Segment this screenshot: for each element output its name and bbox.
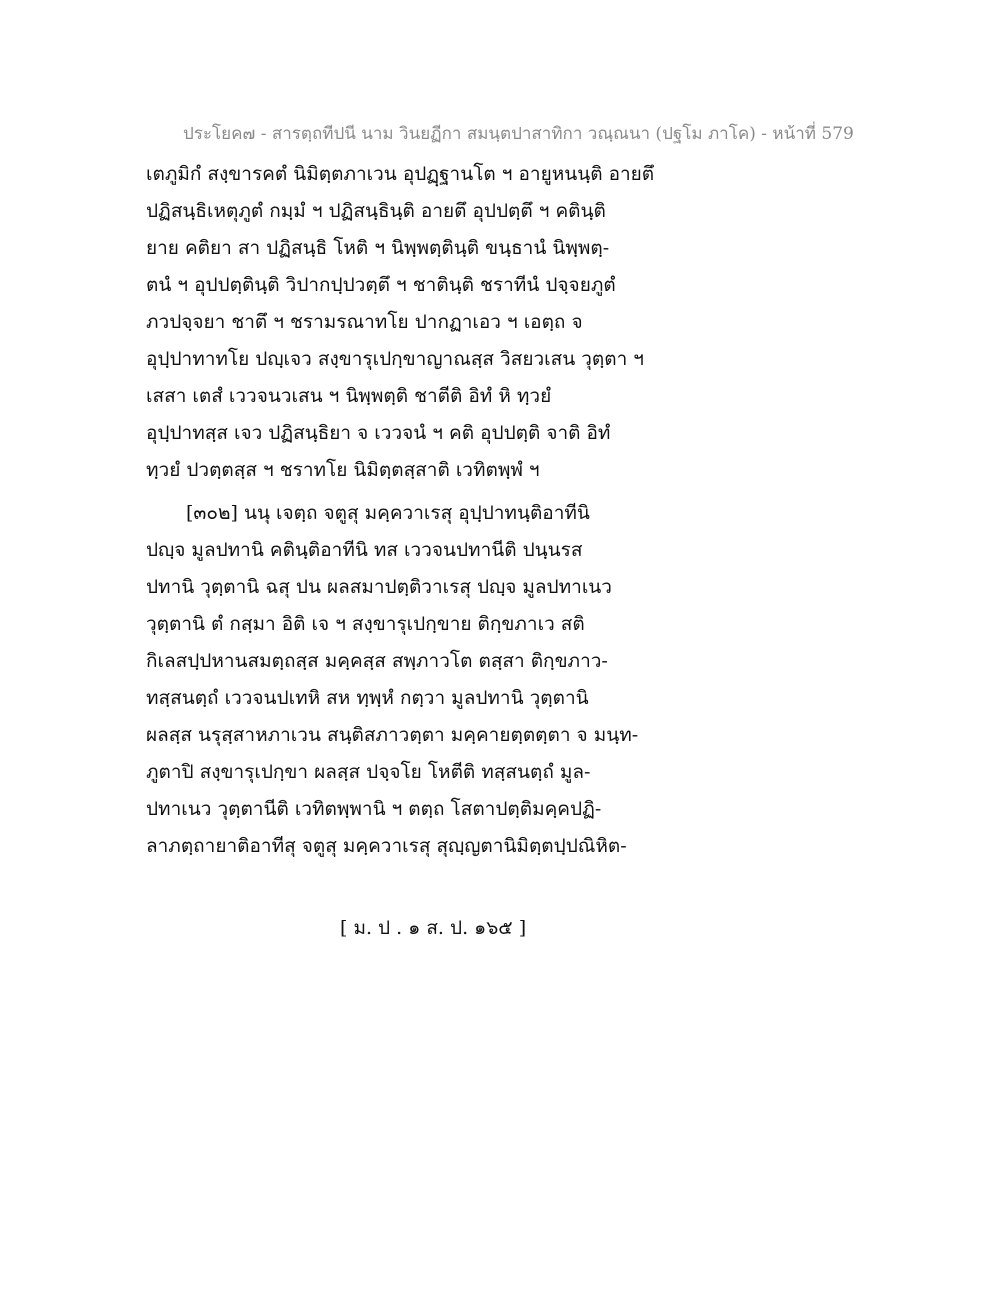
- text-line: ลาภตฺถายาติอาทีสุ จตูสุ มคฺควาเรสุ สุญฺญตานิมิตฺตปฺปณิหิต-: [146, 835, 627, 857]
- text-line: ผลสฺส นรุสฺสาหภาเวน สนฺติสภาวตฺตา มคฺคายตฺตตฺตา จ มนฺท-: [146, 724, 639, 746]
- text-line: อุปฺปาทาทโย ปญฺเจว สงฺขารุเปกฺขาญาณสฺส วิสยวเสน วุตฺตา ฯ: [146, 348, 644, 370]
- paragraph-2: [146, 495, 706, 865]
- text-line: เสสา เตสํ เววจนวเสน ฯ นิพฺพตฺติ ชาตีติ อิทํ หิ ทฺวยํ: [146, 385, 552, 407]
- text-line: วุตฺตานิ ตํ กสฺมา อิติ เจ ฯ สงฺขารุเปกฺขาย ติกฺขภาเว สติ: [146, 613, 585, 635]
- page-reference: [ ม. ป . ๑ ส. ป. ๑๖๕ ]: [340, 917, 527, 939]
- paragraph-1: [146, 156, 706, 489]
- text-line-first: [๓๐๒] นนุ เจตฺถ จตูสุ มคฺควาเรสุ อุปฺปาทนฺติอาทีนิ: [186, 502, 590, 524]
- text-line: ปทาเนว วุตฺตานีติ เวทิตพฺพานิ ฯ ตตฺถ โสตาปตฺติมคฺคปฏิ-: [146, 798, 602, 820]
- running-header: ประโยค๗ - สารตฺถทีปนี นาม วินยฏีกา สมนฺตปาสาทิกา วณฺณนา (ปฐโม ภาโค) - หน้าที่ 579: [183, 124, 854, 144]
- text-line: ทสฺสนตฺถํ เววจนปเทหิ สห ทฺพฺหํ กตฺวา มูลปทานิ วุตฺตานิ: [146, 687, 589, 709]
- text-line: เตภูมิกํ สงฺขารคตํ นิมิตฺตภาเวน อุปฏฺฐานโต ฯ อายูหนนฺติ อายตึ: [146, 163, 655, 185]
- text-line: ทฺวยํ ปวตฺตสฺส ฯ ชราทโย นิมิตฺตสฺสาติ เวทิตพฺพํ ฯ: [146, 459, 540, 481]
- text-line: ปญฺจ มูลปทานิ คตินฺติอาทีนิ ทส เววจนปทานีติ ปนฺนรส: [146, 539, 583, 561]
- text-line: ภวปจฺจยา ชาตึ ฯ ชรามรณาทโย ปากฏาเอว ฯ เอตฺถ จ: [146, 311, 583, 333]
- text-line: ปฏิสนฺธิเหตุภูตํ กมฺมํ ฯ ปฏิสนฺธินฺติ อายตึ อุปปตฺตึ ฯ คตินฺติ: [146, 200, 606, 222]
- text-line: ปทานิ วุตฺตานิ ฉสุ ปน ผลสมาปตฺติวาเรสุ ปญฺจ มูลปทาเนว: [146, 576, 612, 598]
- text-line: กิเลสปฺปหานสมตฺถสฺส มคฺคสฺส สพฺภาวโต ตสฺสา ติกฺขภาว-: [146, 650, 608, 672]
- text-line: อุปฺปาทสฺส เจว ปฏิสนฺธิยา จ เววจนํ ฯ คติ อุปปตฺติ จาติ อิทํ: [146, 422, 611, 444]
- text-line: ภูตาปิ สงฺขารุเปกฺขา ผลสฺส ปจฺจโย โหตีติ ทสฺสนตฺถํ มูล-: [146, 761, 591, 783]
- body-text: [146, 156, 706, 865]
- text-line: ตนํ ฯ อุปปตฺตินฺติ วิปากปฺปวตฺตึ ฯ ชาตินฺติ ชราทีนํ ปจฺจยภูตํ: [146, 274, 616, 296]
- text-line: ยาย คติยา สา ปฏิสนฺธิ โหติ ฯ นิพฺพตฺตินฺติ ขนฺธานํ นิพฺพตฺ-: [146, 237, 610, 259]
